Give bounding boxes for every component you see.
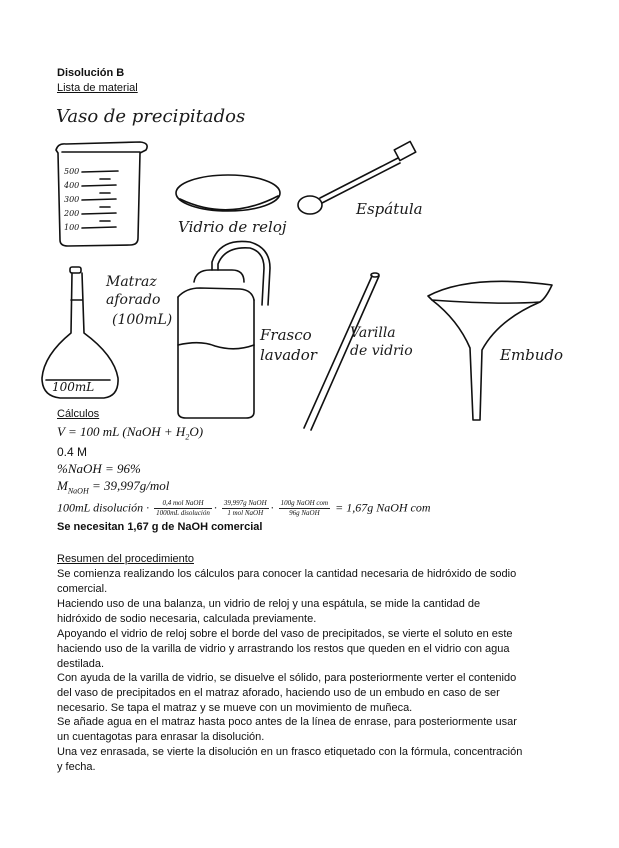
wash-bottle-drawing xyxy=(178,241,270,418)
fraction-purity: $\frac{\text{100g NaOH com}}{\text{96g NaOH}}$ xyxy=(280,499,329,517)
beaker-mark-500: 500 xyxy=(64,167,80,176)
conversion-factor-equation: 100mL disolución · $\frac{\text{0,4 mol NaOH}}{\text{1000mL disolución}}$ · $\frac{\text{39,997g NaOH}}{\text{1 mol NaOH}}$ · $\frac{\text{100g NaOH com}}{\text{96g NaOH}}$ = 1,67g NaOH com xyxy=(57,499,431,517)
beaker-mark-400: 400 xyxy=(64,181,80,190)
flask-label-line2: aforado xyxy=(106,292,161,308)
flask-capacity-mark: 100mL xyxy=(52,380,95,394)
flask-label-line1: Matraz xyxy=(106,274,157,290)
funnel-label: Embudo xyxy=(500,346,564,364)
summary-heading: Resumen del procedimiento xyxy=(57,553,194,565)
calculations-heading: Cálculos xyxy=(57,408,100,420)
summary-paragraph-5: Se añade agua en el matraz hasta poco antes de la línea de enrase, para posteriormente usar un cuentagotas para enrasar la disolución. xyxy=(57,716,517,743)
watch-glass-drawing xyxy=(176,175,280,211)
fraction-molarity: $\frac{\text{0,4 mol NaOH}}{\text{1000mL disolución}}$ xyxy=(156,499,210,517)
flask-label-line3: (100mL) xyxy=(112,312,173,328)
purity-value: %NaOH = 96% xyxy=(57,461,141,476)
watch-glass-label: Vidrio de reloj xyxy=(178,218,287,236)
fraction-molar-mass: $\frac{\text{39,997g NaOH}}{\text{1 mol NaOH}}$ xyxy=(223,499,267,517)
volume-equation: V = 100 mL (NaOH + $H_2O$) xyxy=(57,424,204,442)
beaker-label: Vaso de precipitados xyxy=(56,106,246,127)
document-title: Disolución B xyxy=(57,67,125,79)
summary-paragraph-6: Una vez enrasada, se vierte la disolución en un frasco etiquetado con la fórmula, concentración y fecha. xyxy=(57,746,523,773)
summary-paragraph-3: Apoyando el vidrio de reloj sobre el borde del vaso de precipitados, se vierte el soluto en este haciendo uso de la varilla de vidrio y arrastrando los restos que queden en el vidrio con agua destilada. xyxy=(57,628,513,670)
calculation-result: Se necesitan 1,67 g de NaOH comercial xyxy=(57,521,263,533)
molarity-value: 0.4 M xyxy=(57,445,88,459)
wash-bottle-label-line1: Frasco xyxy=(260,326,312,344)
beaker-mark-300: 300 xyxy=(64,195,80,204)
glass-rod-label-line2: de vidrio xyxy=(350,343,413,359)
summary-paragraph-1: Se comienza realizando los cálculos para conocer la cantidad necesaria de hidróxido de sodio comercial. xyxy=(57,568,517,595)
material-list-heading: Lista de material xyxy=(57,82,138,94)
beaker-mark-100: 100 xyxy=(64,223,80,232)
summary-paragraph-4: Con ayuda de la varilla de vidrio, se disuelve el sólido, para posteriormente verter el contenido del vaso de precipitados en el matraz aforado, haciendo uso de un embudo en caso de ser necesario. Se tapa el matraz y se mueve con un movimiento de muñeca. xyxy=(57,672,517,714)
glass-rod-label-line1: Varilla xyxy=(350,325,396,341)
spatula-label: Espátula xyxy=(356,200,423,218)
beaker-mark-200: 200 xyxy=(64,209,80,218)
wash-bottle-label-line2: lavador xyxy=(260,346,317,364)
summary-paragraph-2: Haciendo uso de una balanza, un vidrio de reloj y una espátula, se mide la cantidad de hidróxido de sodio necesaria, calculada previamente. xyxy=(57,598,481,625)
molar-mass-value: $M_{NaOH} = 39,997g/mol$ xyxy=(57,478,170,496)
